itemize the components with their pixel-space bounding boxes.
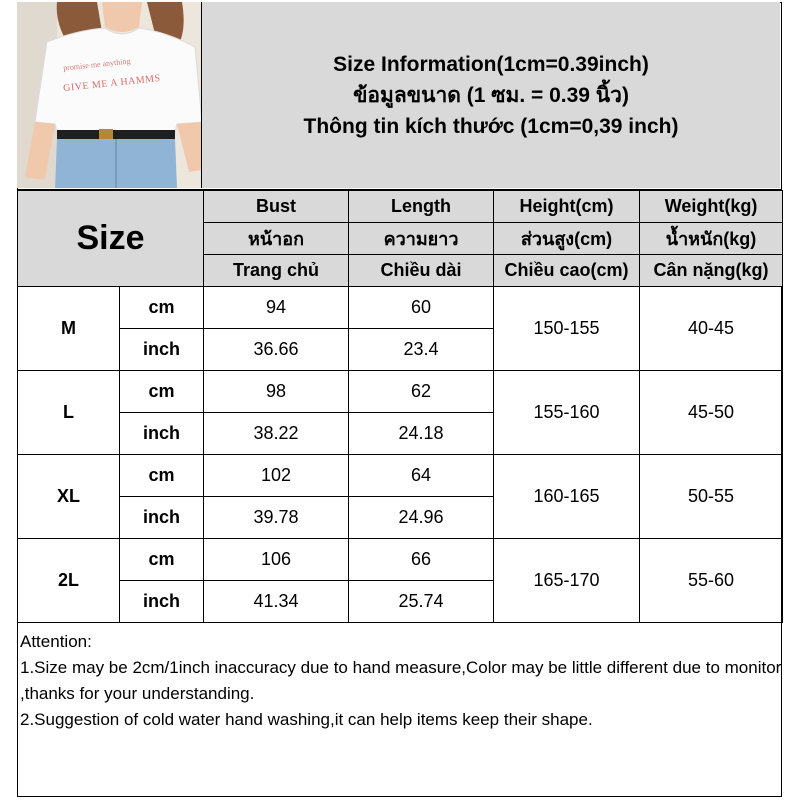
size-label: M [18,287,120,371]
col-bust-vi: Trang chủ [204,255,349,287]
height-range: 155-160 [494,371,640,455]
col-height-vi: Chiều cao(cm) [494,255,640,287]
length-cm: 66 [349,539,494,581]
size-label: L [18,371,120,455]
col-length-vi: Chiều dài [349,255,494,287]
unit-label: inch [120,329,204,371]
size-header-cell: Size [18,191,204,287]
product-photo [17,2,202,188]
unit-label: inch [120,497,204,539]
size-label: 2L [18,539,120,623]
table-row [18,539,783,581]
col-length-en: Length [349,191,494,223]
col-height-en: Height(cm) [494,191,640,223]
bust-inch: 36.66 [204,329,349,371]
unit-label: cm [120,287,204,329]
bust-inch: 41.34 [204,581,349,623]
height-range: 150-155 [494,287,640,371]
title-english: Size Information(1cm=0.39inch) [333,52,649,76]
unit-label: inch [120,581,204,623]
attention-notes [17,627,782,797]
bust-inch: 39.78 [204,497,349,539]
length-inch: 24.18 [349,413,494,455]
unit-label: cm [120,371,204,413]
unit-label: cm [120,455,204,497]
unit-label: inch [120,413,204,455]
length-inch: 24.96 [349,497,494,539]
title-thai: ข้อมูลขนาด (1 ซม. = 0.39 นิ้ว) [353,83,629,107]
length-inch: 23.4 [349,329,494,371]
product-photo-illustration [17,2,202,188]
size-info-title [202,2,780,188]
attention-title: Attention: [20,632,92,651]
table-row [18,371,783,413]
shirt-print-line-2: GIVE ME A HAMMS [62,72,162,95]
col-bust-en: Bust [204,191,349,223]
weight-range: 40-45 [640,287,783,371]
title-vietnamese: Thông tin kích thước (1cm=0,39 inch) [303,114,679,138]
length-cm: 60 [349,287,494,329]
size-label: XL [18,455,120,539]
shirt-print-line-1: promise me anything [62,56,131,73]
bust-cm: 94 [204,287,349,329]
length-cm: 62 [349,371,494,413]
unit-label: cm [120,539,204,581]
col-weight-en: Weight(kg) [640,191,783,223]
col-weight-vi: Cân nặng(kg) [640,255,783,287]
table-row [18,455,783,497]
length-cm: 64 [349,455,494,497]
col-bust-th: หน้าอก [204,223,349,255]
bust-inch: 38.22 [204,413,349,455]
attention-note-2: 2.Suggestion of cold water hand washing,it can help items keep their shape. [20,710,593,729]
col-length-th: ความยาว [349,223,494,255]
height-range: 160-165 [494,455,640,539]
table-row [18,287,783,329]
bust-cm: 98 [204,371,349,413]
attention-note-1: 1.Size may be 2cm/1inch inaccuracy due to hand measure,Color may be little different due to monitor ,thanks for your understanding. [20,658,782,703]
weight-range: 55-60 [640,539,783,623]
weight-range: 45-50 [640,371,783,455]
weight-range: 50-55 [640,455,783,539]
length-inch: 25.74 [349,581,494,623]
col-height-th: ส่วนสูง(cm) [494,223,640,255]
height-range: 165-170 [494,539,640,623]
size-table [17,190,783,623]
size-chart-header [17,2,782,190]
col-weight-th: น้ำหนัก(kg) [640,223,783,255]
bust-cm: 102 [204,455,349,497]
bust-cm: 106 [204,539,349,581]
